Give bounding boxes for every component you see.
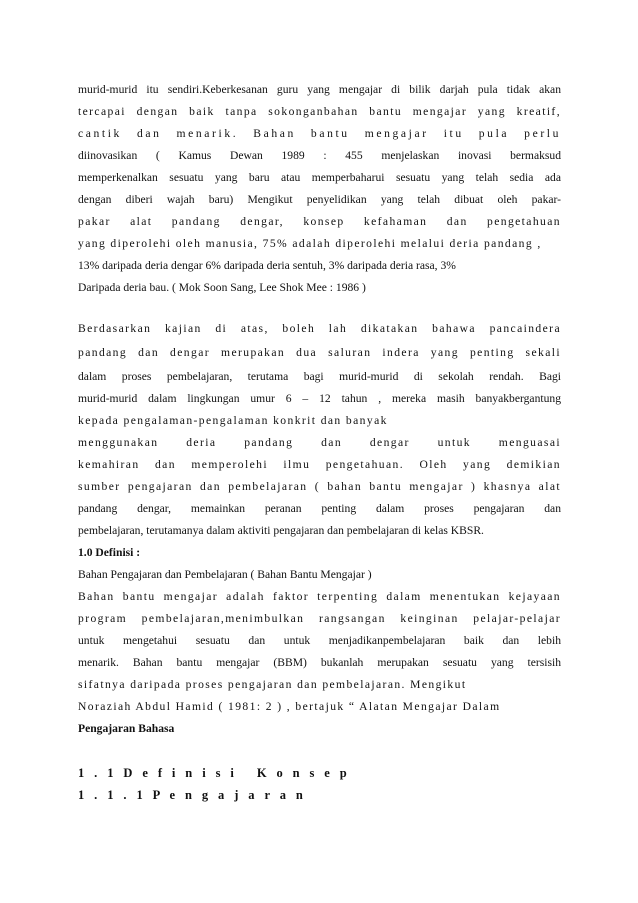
text-line: murid-murid itu sendiri.Keberkesanan guru yang mengajar di bilik darjah pula tidak akan — [78, 83, 561, 96]
bold-title-line: Pengajaran Bahasa — [78, 722, 175, 735]
text-line: dengan diberi wajah baru) Mengikut penyelidikan yang telah dibuat oleh pakar- — [78, 193, 561, 206]
text-line: program pembelajaran,menimbulkan rangsangan keinginan pelajar-pelajar — [78, 612, 561, 625]
text-line: kemahiran dan memperolehi ilmu pengetahuan. Oleh yang demikian — [78, 458, 561, 471]
text-line: 13% daripada deria dengar 6% daripada deria sentuh, 3% daripada deria rasa, 3% — [78, 259, 456, 272]
text-line: sifatnya daripada proses pengajaran dan pembelajaran. Mengikut — [78, 678, 467, 691]
citation-line: Daripada deria bau. ( Mok Soon Sang, Lee Shok Mee : 1986 ) — [78, 281, 366, 294]
text-line: Noraziah Abdul Hamid ( 1981: 2 ) , bertajuk “ Alatan Mengajar Dalam — [78, 700, 501, 713]
section-heading: 1.0 Definisi : — [78, 546, 141, 559]
section-subheading: Bahan Pengajaran dan Pembelajaran ( Bahan Bantu Mengajar ) — [78, 568, 372, 581]
text-line: dalam proses pembelajaran, terutama bagi murid-murid di sekolah rendah. Bagi — [78, 370, 561, 383]
text-line: cantik dan menarik. Bahan bantu mengajar itu pula perlu — [78, 127, 561, 140]
text-line: sumber pengajaran dan pembelajaran ( bahan bantu mengajar ) khasnya alat — [78, 480, 561, 493]
text-line: Berdasarkan kajian di atas, boleh lah dikatakan bahawa pancaindera — [78, 322, 561, 335]
text-line: untuk mengetahui sesuatu dan untuk menjadikanpembelajaran baik dan lebih — [78, 634, 561, 647]
text-line: pakar alat pandang dengar, konsep kefahaman dan pengetahuan — [78, 215, 561, 228]
text-line: pandang dan dengar merupakan dua saluran indera yang penting sekali — [78, 346, 561, 359]
text-line: pembelajaran, terutamanya dalam aktiviti pengajaran dan pembelajaran di kelas KBSR. — [78, 524, 484, 537]
text-line: yang diperolehi oleh manusia, 75% adalah diperolehi melalui deria pandang , — [78, 237, 542, 250]
text-line: menggunakan deria pandang dan dengar untuk menguasai — [78, 436, 561, 449]
text-line: memperkenalkan sesuatu yang baru atau memperbaharui sesuatu yang telah sedia ada — [78, 171, 561, 184]
subsection-heading: 1 . 1 . 1 P e n g a j a r a n — [78, 788, 307, 802]
section-heading: 1 . 1 D e f i n i s i K o n s e p — [78, 766, 351, 780]
text-line: pandang dengar, memainkan peranan penting dalam proses pengajaran dan — [78, 502, 561, 515]
text-line: Bahan bantu mengajar adalah faktor terpenting dalam menentukan kejayaan — [78, 590, 561, 603]
text-line: murid-murid dalam lingkungan umur 6 – 12 tahun , mereka masih banyakbergantung — [78, 392, 561, 405]
text-line: tercapai dengan baik tanpa sokonganbahan bantu mengajar yang kreatif, — [78, 105, 561, 118]
text-line: menarik. Bahan bantu mengajar (BBM) bukanlah merupakan sesuatu yang tersisih — [78, 656, 561, 669]
text-line: diinovasikan ( Kamus Dewan 1989 : 455 menjelaskan inovasi bermaksud — [78, 149, 561, 162]
text-line: kepada pengalaman-pengalaman konkrit dan banyak — [78, 414, 388, 427]
